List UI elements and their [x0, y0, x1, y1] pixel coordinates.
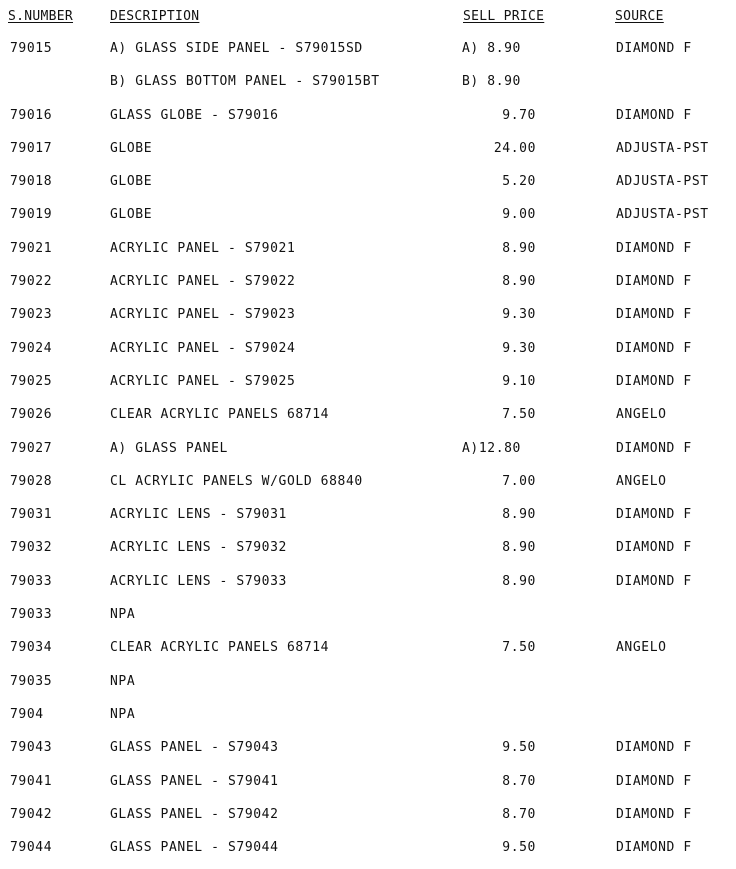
- table-row: [0, 237, 736, 270]
- row-source: ADJUSTA-PST: [616, 140, 709, 156]
- row-snumber: 79033: [10, 573, 53, 589]
- row-sell-price: 24.00: [493, 140, 536, 156]
- row-source: DIAMOND F: [616, 773, 692, 789]
- row-sell-price: 7.50: [502, 407, 536, 423]
- row-snumber: 79024: [10, 340, 53, 356]
- row-snumber: 79026: [10, 407, 53, 423]
- row-description: NPA: [110, 607, 136, 623]
- row-sell-price: 8.70: [502, 806, 536, 822]
- table-row: [0, 836, 736, 869]
- row-description: GLASS PANEL - S79042: [110, 806, 279, 822]
- row-snumber: 79035: [10, 673, 53, 689]
- row-source: ANGELO: [616, 640, 667, 656]
- row-sell-price: 9.30: [502, 340, 536, 356]
- table-row: [0, 370, 736, 403]
- row-description: ACRYLIC PANEL - S79022: [110, 274, 296, 290]
- row-sell-price: 8.90: [502, 540, 536, 556]
- row-description: CL ACRYLIC PANELS W/GOLD 68840: [110, 473, 363, 489]
- price-list-rows: [0, 37, 736, 869]
- row-snumber: 79041: [10, 773, 53, 789]
- row-description: NPA: [110, 673, 136, 689]
- row-snumber: 79016: [10, 107, 53, 123]
- row-sell-price: 7.50: [502, 640, 536, 656]
- row-description: GLASS PANEL - S79044: [110, 840, 279, 856]
- header-snumber: S.NUMBER: [8, 9, 74, 24]
- table-row: [0, 603, 736, 636]
- table-row: [0, 736, 736, 769]
- table-row: [0, 503, 736, 536]
- row-source: DIAMOND F: [616, 340, 692, 356]
- row-sell-price: 8.70: [502, 773, 536, 789]
- table-row: [0, 636, 736, 669]
- row-source: DIAMOND F: [616, 307, 692, 323]
- row-snumber: 79019: [10, 207, 53, 223]
- row-sell-price: 7.00: [502, 473, 536, 489]
- row-description: GLOBE: [110, 174, 153, 190]
- row-description: ACRYLIC PANEL - S79025: [110, 373, 296, 389]
- row-source: DIAMOND F: [616, 41, 692, 56]
- row-snumber: 79044: [10, 840, 53, 856]
- row-sell-price: 8.90: [502, 507, 536, 523]
- table-row: [0, 536, 736, 569]
- row-snumber: 79031: [10, 507, 53, 523]
- row-description: ACRYLIC PANEL - S79023: [110, 307, 296, 323]
- row-sell-price: 9.10: [502, 373, 536, 389]
- row-sell-price: 5.20: [502, 174, 536, 190]
- row-description: ACRYLIC LENS - S79031: [110, 507, 287, 523]
- row-description: A) GLASS SIDE PANEL - S79015SD: [110, 41, 363, 56]
- table-row: [0, 104, 736, 137]
- row-snumber: 79023: [10, 307, 53, 323]
- header-sell-price: SELL PRICE: [463, 9, 545, 24]
- row-sell-price: 8.90: [502, 573, 536, 589]
- row-sell-price: A) 8.90: [462, 41, 521, 56]
- row-description: ACRYLIC LENS - S79032: [110, 540, 287, 556]
- row-sell-price: 9.50: [502, 840, 536, 856]
- row-snumber: 79034: [10, 640, 53, 656]
- row-snumber: 79022: [10, 274, 53, 290]
- row-description: B) GLASS BOTTOM PANEL - S79015BT: [110, 74, 380, 90]
- table-row: [0, 137, 736, 170]
- row-source: DIAMOND F: [616, 373, 692, 389]
- row-source: DIAMOND F: [616, 540, 692, 556]
- header-description: DESCRIPTION: [110, 9, 200, 24]
- row-snumber: 79021: [10, 240, 53, 256]
- row-source: DIAMOND F: [616, 274, 692, 290]
- row-source: DIAMOND F: [616, 107, 692, 123]
- row-source: DIAMOND F: [616, 507, 692, 523]
- row-snumber: 79042: [10, 806, 53, 822]
- table-row: [0, 570, 736, 603]
- table-row: [0, 270, 736, 303]
- row-description: NPA: [110, 706, 136, 722]
- row-source: DIAMOND F: [616, 240, 692, 256]
- row-description: CLEAR ACRYLIC PANELS 68714: [110, 407, 330, 423]
- header-source: SOURCE: [615, 9, 664, 24]
- table-row: [0, 403, 736, 436]
- table-row: [0, 703, 736, 736]
- row-source: ADJUSTA-PST: [616, 174, 709, 190]
- table-row: [0, 203, 736, 236]
- row-source: DIAMOND F: [616, 806, 692, 822]
- row-description: ACRYLIC PANEL - S79024: [110, 340, 296, 356]
- row-snumber: 79043: [10, 740, 53, 756]
- table-row: [0, 470, 736, 503]
- row-description: GLASS PANEL - S79043: [110, 740, 279, 756]
- row-description: GLOBE: [110, 140, 153, 156]
- row-description: GLOBE: [110, 207, 153, 223]
- table-row: [0, 770, 736, 803]
- row-snumber: 79027: [10, 440, 53, 456]
- table-row: [0, 303, 736, 336]
- table-row: [0, 170, 736, 203]
- row-source: ADJUSTA-PST: [616, 207, 709, 223]
- row-source: DIAMOND F: [616, 573, 692, 589]
- row-sell-price: 9.50: [502, 740, 536, 756]
- table-row: [0, 670, 736, 703]
- table-row: [0, 803, 736, 836]
- table-row: [0, 437, 736, 470]
- row-snumber: 79033: [10, 607, 53, 623]
- table-row: [0, 70, 736, 103]
- table-row: [0, 337, 736, 370]
- row-sell-price: 9.00: [502, 207, 536, 223]
- row-description: CLEAR ACRYLIC PANELS 68714: [110, 640, 330, 656]
- row-snumber: 7904: [10, 706, 44, 722]
- table-row: [0, 37, 736, 70]
- row-source: DIAMOND F: [616, 740, 692, 756]
- row-sell-price: A)12.80: [462, 440, 521, 456]
- row-source: DIAMOND F: [616, 440, 692, 456]
- row-snumber: 79018: [10, 174, 53, 190]
- row-snumber: 79015: [10, 41, 53, 56]
- row-description: GLASS GLOBE - S79016: [110, 107, 279, 123]
- row-sell-price: 9.70: [502, 107, 536, 123]
- row-snumber: 79032: [10, 540, 53, 556]
- row-sell-price: B) 8.90: [462, 74, 521, 90]
- row-source: DIAMOND F: [616, 840, 692, 856]
- row-sell-price: 9.30: [502, 307, 536, 323]
- row-snumber: 79028: [10, 473, 53, 489]
- row-snumber: 79025: [10, 373, 53, 389]
- row-sell-price: 8.90: [502, 240, 536, 256]
- row-snumber: 79017: [10, 140, 53, 156]
- row-description: ACRYLIC LENS - S79033: [110, 573, 287, 589]
- row-source: ANGELO: [616, 473, 667, 489]
- row-description: ACRYLIC PANEL - S79021: [110, 240, 296, 256]
- row-description: A) GLASS PANEL: [110, 440, 228, 456]
- row-source: ANGELO: [616, 407, 667, 423]
- row-sell-price: 8.90: [502, 274, 536, 290]
- row-description: GLASS PANEL - S79041: [110, 773, 279, 789]
